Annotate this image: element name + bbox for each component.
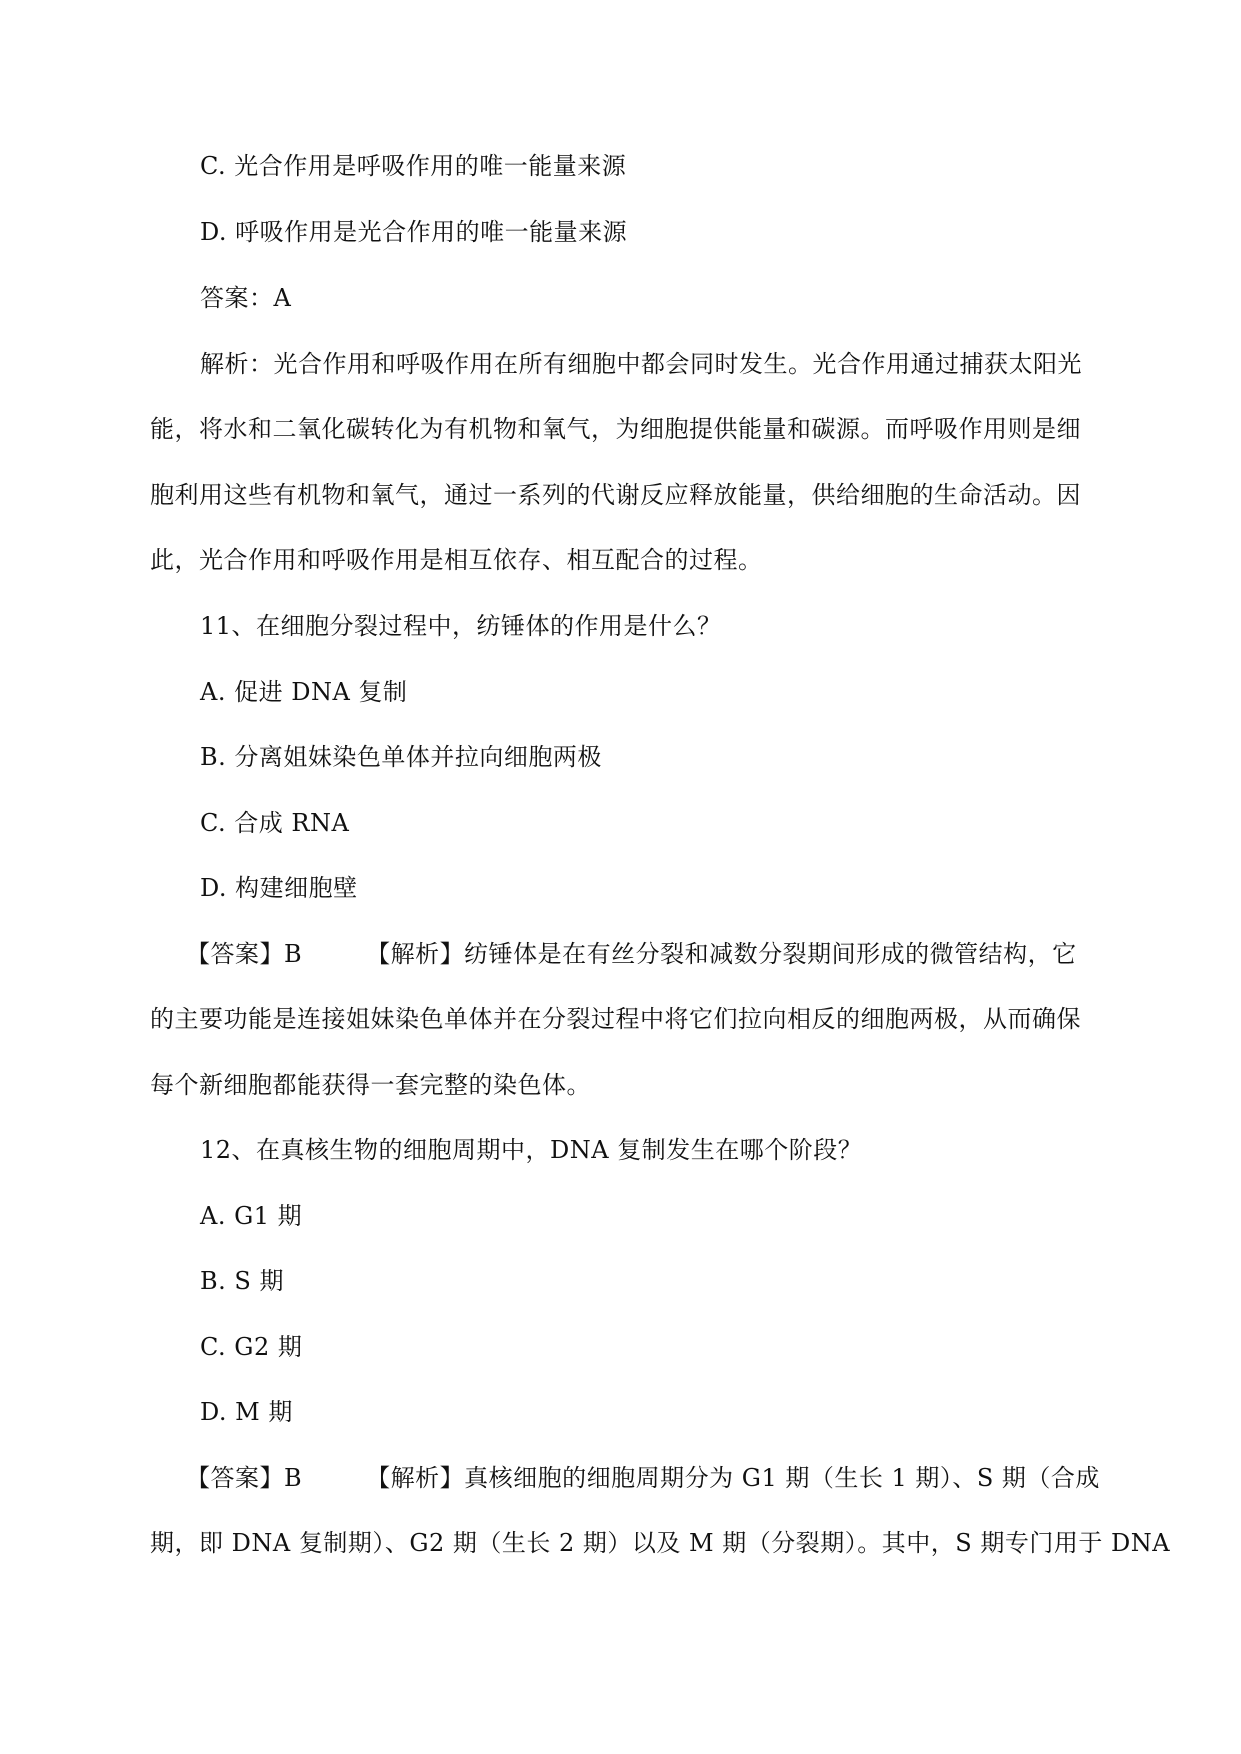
q12-explanation-line-2: 期，即 DNA 复制期）、G2 期（生长 2 期）以及 M 期（分裂期）。其中，S 期专门用于 DNA: [150, 1529, 1171, 1557]
q10-explanation-line-1: 解析：光合作用和呼吸作用在所有细胞中都会同时发生。光合作用通过捕获太阳光: [200, 350, 1082, 378]
q11-question: 11、在细胞分裂过程中，纺锤体的作用是什么？: [200, 612, 722, 640]
q11-answer-explanation-line-1: [186, 938, 1077, 970]
q12-option-b: B. S 期: [200, 1267, 284, 1295]
q11-explanation-start: 【解析】纺锤体是在有丝分裂和减数分裂期间形成的微管结构，它: [366, 940, 1077, 968]
q11-explanation-line-2: 的主要功能是连接姐妹染色单体并在分裂过程中将它们拉向相反的细胞两极，从而确保: [150, 1005, 1081, 1033]
q11-option-a: A. 促进 DNA 复制: [200, 678, 408, 706]
q12-answer: 【答案】B: [186, 1464, 303, 1492]
q11-answer: 【答案】B: [186, 940, 303, 968]
q10-explanation-line-3: 胞利用这些有机物和氧气，通过一系列的代谢反应释放能量，供给细胞的生命活动。因: [150, 481, 1081, 509]
q10-explanation-line-2: 能，将水和二氧化碳转化为有机物和氧气，为细胞提供能量和碳源。而呼吸作用则是细: [150, 415, 1081, 443]
q11-option-b: B. 分离姐妹染色单体并拉向细胞两极: [200, 743, 602, 771]
q10-option-c: C. 光合作用是呼吸作用的唯一能量来源: [200, 152, 627, 180]
q10-answer: 答案：A: [200, 284, 292, 312]
q12-option-c: C. G2 期: [200, 1333, 303, 1361]
q11-option-c: C. 合成 RNA: [200, 809, 350, 837]
q12-answer-explanation-line-1: [186, 1462, 1100, 1494]
q12-explanation-start: 【解析】真核细胞的细胞周期分为 G1 期（生长 1 期）、S 期（合成: [366, 1464, 1100, 1492]
q11-explanation-line-3: 每个新细胞都能获得一套完整的染色体。: [150, 1071, 591, 1099]
q10-option-d: D. 呼吸作用是光合作用的唯一能量来源: [200, 218, 628, 246]
q12-option-a: A. G1 期: [200, 1202, 303, 1230]
q10-explanation-line-4: 此，光合作用和呼吸作用是相互依存、相互配合的过程。: [150, 546, 763, 574]
q12-question: 12、在真核生物的细胞周期中，DNA 复制发生在哪个阶段？: [200, 1136, 863, 1164]
q11-option-d: D. 构建细胞壁: [200, 874, 358, 902]
q12-option-d: D. M 期: [200, 1398, 293, 1426]
